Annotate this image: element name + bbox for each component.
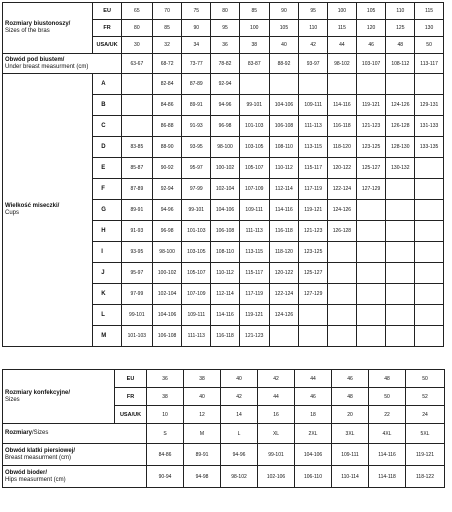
cup-measurement-cell: 96-98 [152, 221, 182, 242]
cup-measurement-cell [299, 326, 328, 347]
clothing-size-cell: 52 [406, 388, 445, 406]
hips-measurement-cell: 102-106 [258, 466, 295, 488]
cup-letter: D [93, 137, 122, 158]
cup-measurement-cell: 113-115 [299, 137, 328, 158]
cup-measurement-cell [121, 74, 152, 95]
cup-measurement-cell: 111-113 [299, 116, 328, 137]
cup-measurement-cell: 129-131 [415, 95, 444, 116]
cup-measurement-cell: 92-94 [211, 74, 240, 95]
cup-measurement-cell: 83-85 [121, 137, 152, 158]
bra-size-cell: 40 [269, 37, 299, 54]
cup-measurement-cell: 126-128 [328, 221, 357, 242]
clothing-size-cell: 44 [295, 370, 332, 388]
cup-measurement-cell: 106-108 [211, 221, 240, 242]
hips-measurement-cell: 110-114 [332, 466, 369, 488]
cup-measurement-cell: 130-132 [386, 158, 415, 179]
bra-size-cell: 115 [415, 3, 444, 20]
underbust-cell: 113-117 [415, 54, 444, 74]
cup-measurement-cell: 95-97 [121, 263, 152, 284]
bra-size-cell: 120 [356, 20, 386, 37]
clothing-size-cell: 40 [184, 388, 221, 406]
clothing-size-cell: 10 [147, 406, 184, 424]
cup-measurement-cell: 101-103 [121, 326, 152, 347]
underbust-cell: 73-77 [182, 54, 211, 74]
underbust-cell: 93-97 [299, 54, 328, 74]
cup-measurement-cell: 109-111 [299, 95, 328, 116]
cup-measurement-cell: 86-88 [152, 116, 182, 137]
label-primary: Obwód klatki piersiowej/ [5, 447, 76, 454]
breast-measurement-cell: 94-96 [221, 444, 258, 466]
cup-measurement-cell [356, 326, 386, 347]
cup-row [3, 74, 444, 95]
bra-size-cell: 50 [415, 37, 444, 54]
cup-measurement-cell [328, 263, 357, 284]
cup-letter: G [93, 200, 122, 221]
cup-measurement-cell: 117-119 [299, 179, 328, 200]
breast-measurement-cell: 114-116 [369, 444, 406, 466]
cup-measurement-cell [328, 305, 357, 326]
cup-measurement-cell: 99-101 [182, 200, 211, 221]
cup-letter: H [93, 221, 122, 242]
bra-size-cell: 90 [269, 3, 299, 20]
cup-measurement-cell: 112-114 [211, 284, 240, 305]
cup-measurement-cell: 124-126 [386, 95, 415, 116]
cup-letter: K [93, 284, 122, 305]
cup-measurement-cell [386, 242, 415, 263]
bra-size-cell: 90 [182, 20, 211, 37]
bra-size-cell: 42 [299, 37, 328, 54]
bra-size-cell: 115 [328, 20, 357, 37]
label-secondary: Hips measurment (cm) [5, 476, 66, 483]
cup-measurement-cell: 97-99 [182, 179, 211, 200]
underbust-row [3, 54, 444, 74]
cup-measurement-cell: 106-108 [152, 326, 182, 347]
cup-measurement-cell: 90-92 [152, 158, 182, 179]
bra-size-cell: 30 [121, 37, 152, 54]
cup-letter: L [93, 305, 122, 326]
cup-measurement-cell: 119-121 [239, 305, 269, 326]
bra-size-cell: 100 [239, 20, 269, 37]
clothing-size-cell: 40 [221, 370, 258, 388]
cup-measurement-cell: 91-93 [182, 116, 211, 137]
cup-measurement-cell [415, 74, 444, 95]
hips-measurement-cell: 114-118 [369, 466, 406, 488]
bra-size-table [2, 2, 444, 347]
cup-letter: F [93, 179, 122, 200]
clothing-size-cell: 38 [184, 370, 221, 388]
bra-size-cell: 36 [211, 37, 240, 54]
cup-measurement-cell: 106-108 [269, 116, 299, 137]
cup-measurement-cell [386, 263, 415, 284]
cup-measurement-cell [386, 305, 415, 326]
cup-measurement-cell: 127-129 [356, 179, 386, 200]
clothing-size-cell: 20 [332, 406, 369, 424]
cup-measurement-cell: 99-101 [121, 305, 152, 326]
cup-measurement-cell: 104-106 [152, 305, 182, 326]
label-primary: Obwód pod biustem/ [5, 56, 65, 63]
cup-letter: E [93, 158, 122, 179]
cup-measurement-cell [415, 326, 444, 347]
cup-measurement-cell: 99-101 [239, 95, 269, 116]
cup-measurement-cell [269, 326, 299, 347]
breast-measurement-heading [3, 444, 147, 466]
letter-size-cell: L [221, 424, 258, 444]
underbust-cell: 103-107 [356, 54, 386, 74]
bra-size-cell: 110 [386, 3, 415, 20]
cup-measurement-cell: 107-109 [182, 284, 211, 305]
cup-measurement-cell [328, 284, 357, 305]
size-system-label: FR [93, 20, 122, 37]
cup-measurement-cell: 108-110 [211, 242, 240, 263]
breast-measurement-cell: 109-111 [332, 444, 369, 466]
breast-measurement-cell: 99-101 [258, 444, 295, 466]
bra-size-cell: 44 [328, 37, 357, 54]
cup-measurement-cell: 101-103 [239, 116, 269, 137]
cup-measurement-cell: 112-114 [269, 179, 299, 200]
cup-measurement-cell: 119-121 [299, 200, 328, 221]
cup-letter: B [93, 95, 122, 116]
letter-size-cell: 5XL [406, 424, 445, 444]
cup-measurement-cell: 123-125 [356, 137, 386, 158]
bra-size-cell: 105 [356, 3, 386, 20]
cup-letter: C [93, 116, 122, 137]
letter-size-cell: S [147, 424, 184, 444]
label-secondary: Breast measurment (cm) [5, 454, 72, 461]
clothing-size-cell: 38 [147, 388, 184, 406]
cup-measurement-cell: 120-122 [269, 263, 299, 284]
bra-size-cell: 38 [239, 37, 269, 54]
bra-size-cell: 105 [269, 20, 299, 37]
bra-size-cell: 95 [299, 3, 328, 20]
cup-measurement-cell: 82-84 [152, 74, 182, 95]
cup-measurement-cell: 107-109 [239, 179, 269, 200]
cup-measurement-cell: 115-117 [299, 158, 328, 179]
cup-measurement-cell [415, 263, 444, 284]
letter-size-cell: 4XL [369, 424, 406, 444]
bra-size-cell: 85 [239, 3, 269, 20]
cup-measurement-cell: 100-102 [211, 158, 240, 179]
breast-measurement-cell: 89-91 [184, 444, 221, 466]
clothing-size-cell: 24 [406, 406, 445, 424]
underbust-cell: 83-87 [239, 54, 269, 74]
cup-measurement-cell: 102-104 [211, 179, 240, 200]
clothing-size-cell: 48 [369, 370, 406, 388]
cup-measurement-cell [415, 305, 444, 326]
clothing-size-heading [3, 370, 115, 424]
cup-measurement-cell [356, 242, 386, 263]
cup-measurement-cell: 126-128 [386, 116, 415, 137]
hips-measurement-cell: 94-98 [184, 466, 221, 488]
cup-measurement-cell [299, 305, 328, 326]
cup-measurement-cell: 122-124 [269, 284, 299, 305]
cup-measurement-cell: 127-129 [299, 284, 328, 305]
clothing-size-cell: 46 [332, 370, 369, 388]
hips-measurement-cell: 118-122 [406, 466, 445, 488]
cup-measurement-cell [356, 74, 386, 95]
bra-size-cell: 80 [121, 20, 152, 37]
label-secondary: Sizes of the bras [5, 28, 50, 34]
clothing-size-cell: 44 [258, 388, 295, 406]
hips-measurement-heading [3, 466, 147, 488]
cup-measurement-cell: 89-91 [182, 95, 211, 116]
label-primary: Obwód bioder/ [5, 469, 47, 476]
letter-size-cell: XL [258, 424, 295, 444]
cup-measurement-cell: 116-118 [211, 326, 240, 347]
bra-size-cell: 65 [121, 3, 152, 20]
cup-measurement-cell: 84-86 [152, 95, 182, 116]
clothing-size-cell: 18 [295, 406, 332, 424]
bra-size-cell: 75 [182, 3, 211, 20]
clothing-size-cell: 48 [332, 388, 369, 406]
cup-measurement-cell: 124-126 [328, 200, 357, 221]
cup-measurement-cell: 105-107 [182, 263, 211, 284]
cup-heading [3, 74, 93, 347]
cup-measurement-cell [415, 284, 444, 305]
cup-measurement-cell: 121-123 [356, 116, 386, 137]
cup-measurement-cell: 91-93 [121, 221, 152, 242]
cup-measurement-cell [328, 326, 357, 347]
cup-measurement-cell: 87-89 [182, 74, 211, 95]
cup-measurement-cell [386, 200, 415, 221]
cup-measurement-cell: 118-120 [328, 137, 357, 158]
cup-measurement-cell [386, 74, 415, 95]
clothing-size-cell: 36 [147, 370, 184, 388]
cup-measurement-cell [328, 74, 357, 95]
cup-measurement-cell [356, 200, 386, 221]
cup-measurement-cell: 98-100 [211, 137, 240, 158]
cup-letter: A [93, 74, 122, 95]
cup-measurement-cell: 101-103 [182, 221, 211, 242]
cup-measurement-cell: 103-105 [239, 137, 269, 158]
cup-measurement-cell: 133-135 [415, 137, 444, 158]
size-system-label: USA/UK [93, 37, 122, 54]
cup-measurement-cell: 122-124 [328, 179, 357, 200]
size-system-label: EU [93, 3, 122, 20]
size-system-label: FR [115, 388, 147, 406]
cup-measurement-cell: 94-96 [211, 95, 240, 116]
cup-measurement-cell: 125-127 [299, 263, 328, 284]
cup-measurement-cell [269, 74, 299, 95]
cup-measurement-cell: 131-133 [415, 116, 444, 137]
clothing-size-cell: 12 [184, 406, 221, 424]
bra-size-cell: 100 [328, 3, 357, 20]
cup-measurement-cell: 109-111 [182, 305, 211, 326]
cup-measurement-cell: 111-113 [182, 326, 211, 347]
bra-size-cell: 125 [386, 20, 415, 37]
label-primary: Rozmiary biustonoszy/ [5, 21, 71, 27]
cup-measurement-cell [328, 242, 357, 263]
label-primary: Rozmiary konfekcyjne/ [5, 389, 71, 396]
cup-measurement-cell: 96-98 [211, 116, 240, 137]
cup-measurement-cell [386, 221, 415, 242]
cup-measurement-cell [356, 221, 386, 242]
cup-measurement-cell: 121-123 [239, 326, 269, 347]
cup-measurement-cell: 116-118 [269, 221, 299, 242]
clothing-size-cell: 22 [369, 406, 406, 424]
breast-measurement-cell: 84-86 [147, 444, 184, 466]
bra-size-cell: 95 [211, 20, 240, 37]
cup-measurement-cell: 94-96 [152, 200, 182, 221]
clothing-size-cell: 16 [258, 406, 295, 424]
letter-size-row [3, 424, 445, 444]
cup-measurement-cell: 95-97 [182, 158, 211, 179]
cup-measurement-cell [356, 305, 386, 326]
underbust-cell: 98-102 [328, 54, 357, 74]
clothing-size-row [3, 370, 445, 388]
bra-size-cell: 70 [152, 3, 182, 20]
hips-measurement-cell: 106-110 [295, 466, 332, 488]
hips-measurement-row [3, 466, 445, 488]
cup-measurement-cell [356, 284, 386, 305]
bra-size-cell: 110 [299, 20, 328, 37]
bra-size-cell: 34 [182, 37, 211, 54]
cup-measurement-cell [239, 74, 269, 95]
bra-size-heading [3, 3, 93, 54]
cup-measurement-cell: 113-115 [239, 242, 269, 263]
cup-measurement-cell: 104-106 [211, 200, 240, 221]
underbust-cell: 78-82 [211, 54, 240, 74]
bra-size-cell: 48 [386, 37, 415, 54]
cup-measurement-cell: 114-116 [269, 200, 299, 221]
clothing-size-cell: 42 [221, 388, 258, 406]
size-system-label: EU [115, 370, 147, 388]
breast-measurement-cell: 104-106 [295, 444, 332, 466]
cup-measurement-cell: 124-126 [269, 305, 299, 326]
clothing-size-cell: 50 [369, 388, 406, 406]
cup-measurement-cell: 123-125 [299, 242, 328, 263]
hips-measurement-cell: 98-102 [221, 466, 258, 488]
cup-measurement-cell [415, 221, 444, 242]
underbust-cell: 68-72 [152, 54, 182, 74]
cup-measurement-cell: 117-119 [239, 284, 269, 305]
cup-measurement-cell: 100-102 [152, 263, 182, 284]
cup-measurement-cell [415, 158, 444, 179]
cup-measurement-cell: 110-112 [211, 263, 240, 284]
cup-measurement-cell: 114-116 [328, 95, 357, 116]
cup-measurement-cell [121, 116, 152, 137]
cup-measurement-cell: 125-127 [356, 158, 386, 179]
label-secondary: /Sizes [32, 430, 49, 436]
underbust-cell: 63-67 [121, 54, 152, 74]
cup-measurement-cell: 92-94 [152, 179, 182, 200]
cup-measurement-cell: 108-110 [269, 137, 299, 158]
letter-size-cell: 2XL [295, 424, 332, 444]
bra-size-cell: 130 [415, 20, 444, 37]
label-primary: Wielkość miseczki/ [5, 203, 60, 209]
label-secondary: Under breast measurment (cm) [5, 63, 89, 70]
label-primary: Rozmiary [5, 430, 33, 436]
cup-measurement-cell: 103-105 [182, 242, 211, 263]
clothing-size-cell: 14 [221, 406, 258, 424]
cup-measurement-cell: 109-111 [239, 200, 269, 221]
label-secondary: Sizes [5, 396, 20, 403]
cup-measurement-cell: 104-106 [269, 95, 299, 116]
size-system-label: USA/UK [115, 406, 147, 424]
cup-measurement-cell [386, 326, 415, 347]
cup-measurement-cell: 98-100 [152, 242, 182, 263]
cup-measurement-cell [386, 284, 415, 305]
cup-measurement-cell: 88-90 [152, 137, 182, 158]
cup-measurement-cell: 87-89 [121, 179, 152, 200]
cup-measurement-cell [415, 179, 444, 200]
clothing-size-cell: 46 [295, 388, 332, 406]
underbust-cell: 88-92 [269, 54, 299, 74]
breast-measurement-row [3, 444, 445, 466]
cup-measurement-cell: 118-120 [269, 242, 299, 263]
hips-measurement-cell: 90-94 [147, 466, 184, 488]
underbust-heading [3, 54, 122, 74]
cup-measurement-cell: 110-112 [269, 158, 299, 179]
clothing-size-cell: 42 [258, 370, 295, 388]
cup-measurement-cell: 121-123 [299, 221, 328, 242]
cup-measurement-cell: 120-122 [328, 158, 357, 179]
cup-measurement-cell [415, 242, 444, 263]
cup-measurement-cell: 115-117 [239, 263, 269, 284]
breast-measurement-cell: 119-121 [406, 444, 445, 466]
cup-measurement-cell [415, 200, 444, 221]
label-secondary: Cups [5, 210, 20, 216]
cup-measurement-cell: 114-116 [211, 305, 240, 326]
cup-letter: M [93, 326, 122, 347]
bra-size-row [3, 3, 444, 20]
cup-measurement-cell: 93-95 [121, 242, 152, 263]
bra-size-cell: 80 [211, 3, 240, 20]
letter-size-cell: 3XL [332, 424, 369, 444]
cup-measurement-cell: 102-104 [152, 284, 182, 305]
cup-measurement-cell: 93-95 [182, 137, 211, 158]
letter-size-cell: M [184, 424, 221, 444]
clothing-size-table [2, 369, 445, 488]
bra-size-cell: 85 [152, 20, 182, 37]
letter-size-heading [3, 424, 147, 444]
cup-measurement-cell: 111-113 [239, 221, 269, 242]
cup-measurement-cell: 105-107 [239, 158, 269, 179]
cup-letter: J [93, 263, 122, 284]
cup-measurement-cell [299, 74, 328, 95]
cup-measurement-cell: 97-99 [121, 284, 152, 305]
cup-measurement-cell [356, 263, 386, 284]
cup-measurement-cell: 116-118 [328, 116, 357, 137]
cup-measurement-cell: 128-130 [386, 137, 415, 158]
bra-size-cell: 46 [356, 37, 386, 54]
cup-letter: I [93, 242, 122, 263]
clothing-size-cell: 50 [406, 370, 445, 388]
cup-measurement-cell: 119-121 [356, 95, 386, 116]
cup-measurement-cell: 85-87 [121, 158, 152, 179]
bra-size-cell: 32 [152, 37, 182, 54]
cup-measurement-cell [121, 95, 152, 116]
underbust-cell: 108-112 [386, 54, 415, 74]
cup-measurement-cell [386, 179, 415, 200]
cup-measurement-cell: 89-91 [121, 200, 152, 221]
